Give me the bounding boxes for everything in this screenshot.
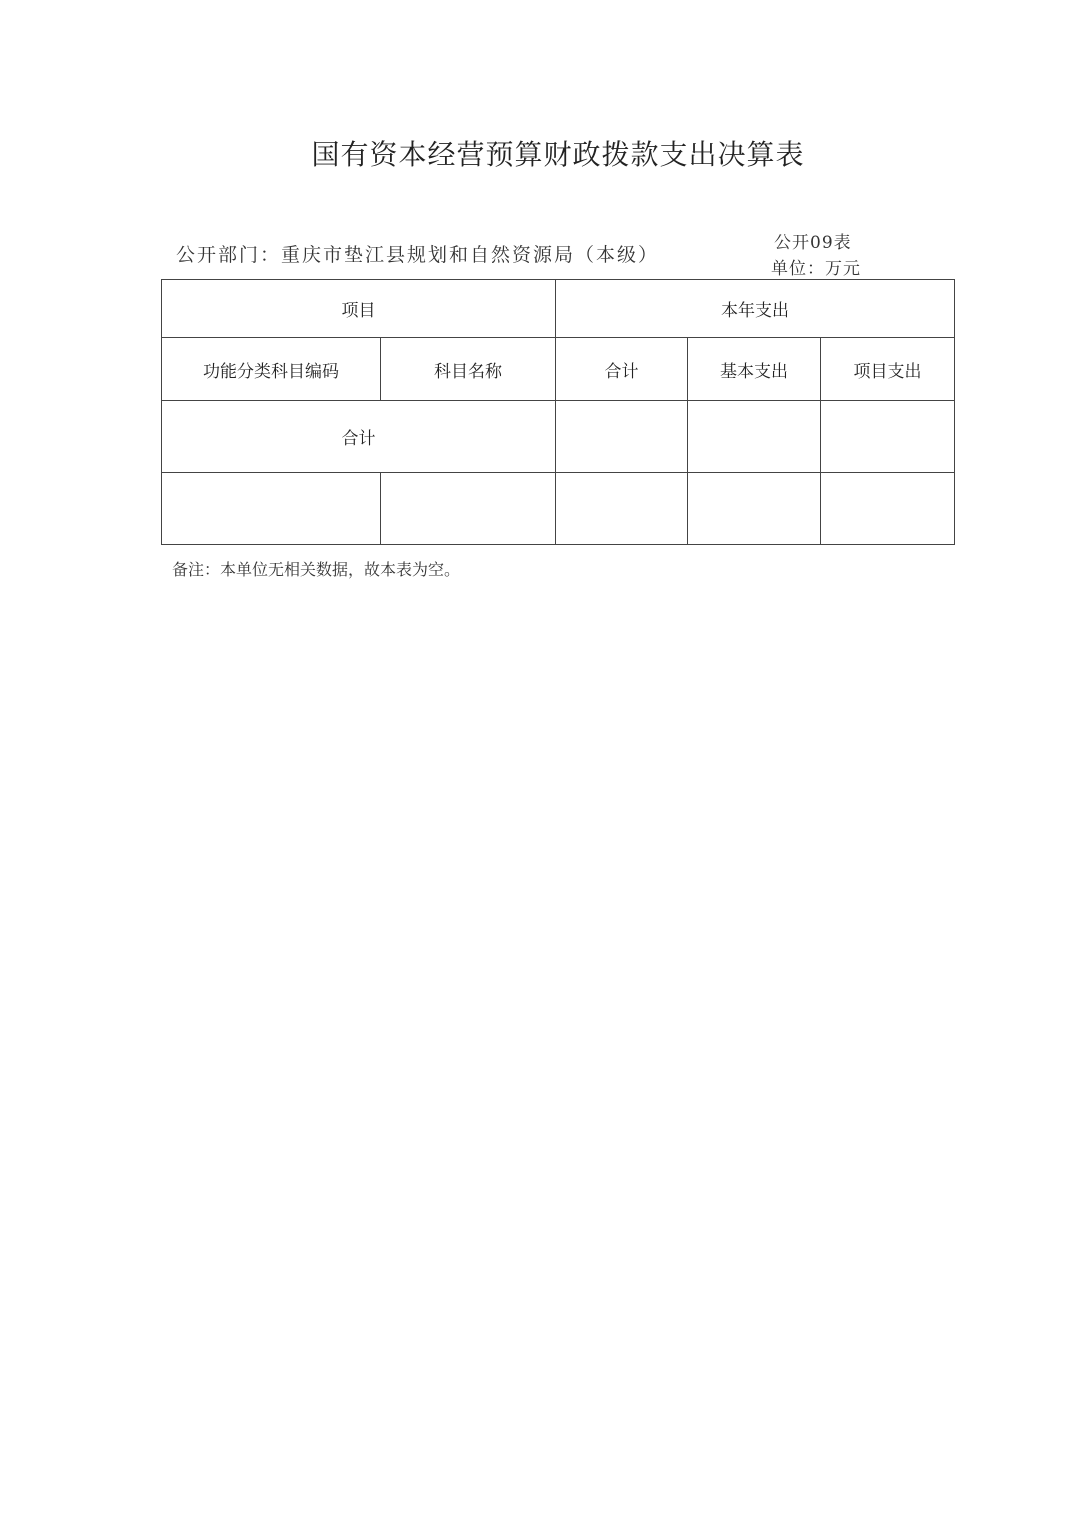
cell-name <box>381 473 556 545</box>
document-title: 国有资本经营预算财政拨款支出决算表 <box>311 138 805 171</box>
cell-code <box>162 473 381 545</box>
footnote: 备注：本单位无相关数据，故本表为空。 <box>172 560 461 579</box>
col-header-project: 项目支出 <box>821 338 955 401</box>
cell-total <box>556 473 688 545</box>
total-row <box>162 401 955 473</box>
total-row-total <box>556 401 688 473</box>
form-number: 公开09表 <box>774 233 852 253</box>
total-row-label: 合计 <box>162 401 556 473</box>
department-label: 公开部门：重庆市垫江县规划和自然资源局（本级） <box>176 244 660 266</box>
expenditure-table <box>161 279 955 545</box>
unit-label: 单位：万元 <box>771 259 861 279</box>
col-header-code: 功能分类科目编码 <box>162 338 381 401</box>
header-current-year: 本年支出 <box>556 280 955 338</box>
header-item: 项目 <box>162 280 556 338</box>
table-header-row <box>162 280 955 338</box>
cell-project <box>821 473 955 545</box>
table-subheader-row <box>162 338 955 401</box>
total-row-project <box>821 401 955 473</box>
col-header-basic: 基本支出 <box>688 338 821 401</box>
col-header-name: 科目名称 <box>381 338 556 401</box>
total-row-basic <box>688 401 821 473</box>
col-header-total: 合计 <box>556 338 688 401</box>
table-row <box>162 473 955 545</box>
cell-basic <box>688 473 821 545</box>
